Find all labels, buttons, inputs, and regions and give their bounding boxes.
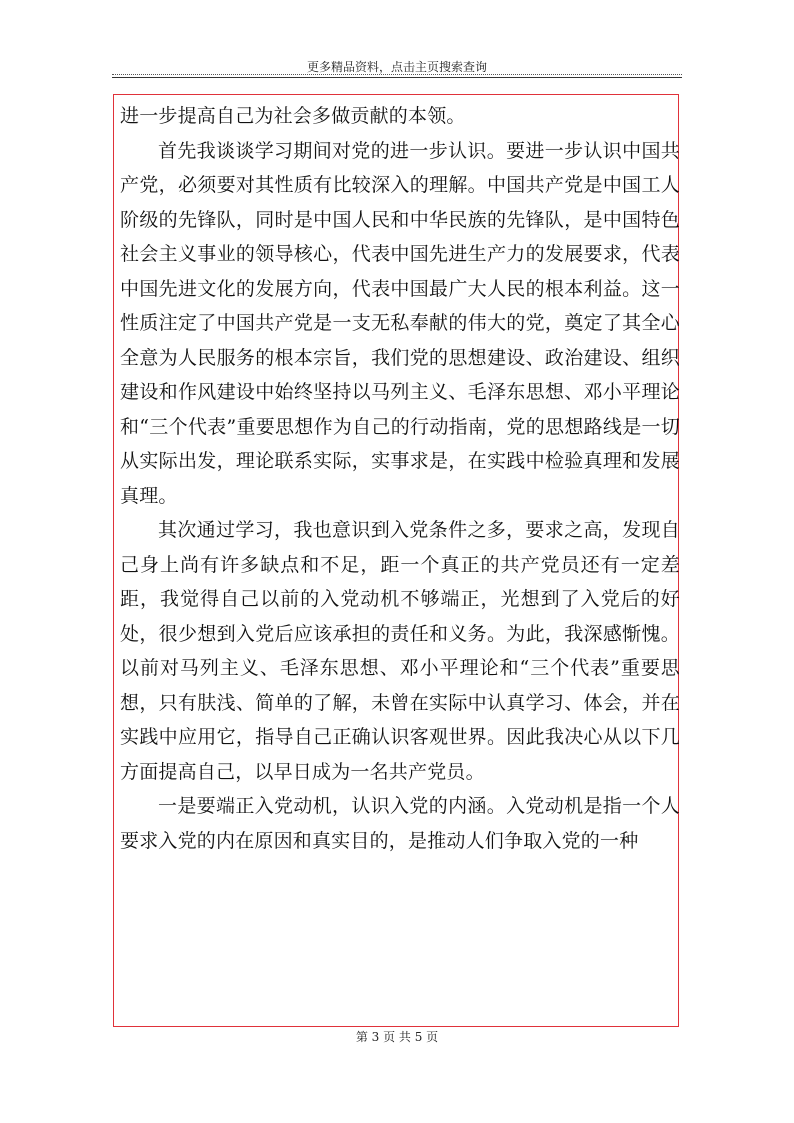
header-dotted-rule <box>112 74 682 75</box>
paragraph-continuation: 进一步提高自己为社会多做贡献的本领。 <box>120 105 466 127</box>
document-body <box>120 99 680 858</box>
paragraph-self-reflection: 其次通过学习，我也意识到入党条件之多，要求之高，发现自己身上尚有许多缺点和不足，距一个真正的共产党员还有一定差距，我觉得自己以前的入党动机不够端正，光想到了入党后的好处，很少想到入党后应该承担的责任和义务。为此，我深感惭愧。以前对马列主义、毛泽东思想、邓小平理论和“三个代表”重要思想，只有肤浅、简单的了解，未曾在实际中认真学习、体会，并在实践中应用它，指导自己正确认识客观世界。因此我决心从以下几方面提高自己，以早日成为一名共产党员。 <box>120 519 680 783</box>
page-number-footer: 第 3 页 共 5 页 <box>355 1030 439 1044</box>
page-header: 更多精品资料，点击主页搜索查询 <box>306 60 487 74</box>
paragraph-motivation: 一是要端正入党动机，认识入党的内涵。入党动机是指一个人要求入党的内在原因和真实目的，是推动人们争取入党的一种 <box>120 795 680 852</box>
header-solid-rule <box>112 77 682 78</box>
paragraph-party-understanding: 首先我谈谈学习期间对党的进一步认识。要进一步认识中国共产党，必须要对其性质有比较深入的理解。中国共产党是中国工人阶级的先锋队，同时是中国人民和中华民族的先锋队，是中国特色社会主义事业的领导核心，代表中国先进生产力的发展要求，代表中国先进文化的发展方向，代表中国最广大人民的根本利益。这一性质注定了中国共产党是一支无私奉献的伟大的党，奠定了其全心全意为人民服务的根本宗旨，我们党的思想建设、政治建设、组织建设和作风建设中始终坚持以马列主义、毛泽东思想、邓小平理论和“三个代表”重要思想作为自己的行动指南，党的思想路线是一切从实际出发，理论联系实际，实事求是，在实践中检验真理和发展真理。 <box>120 139 680 507</box>
